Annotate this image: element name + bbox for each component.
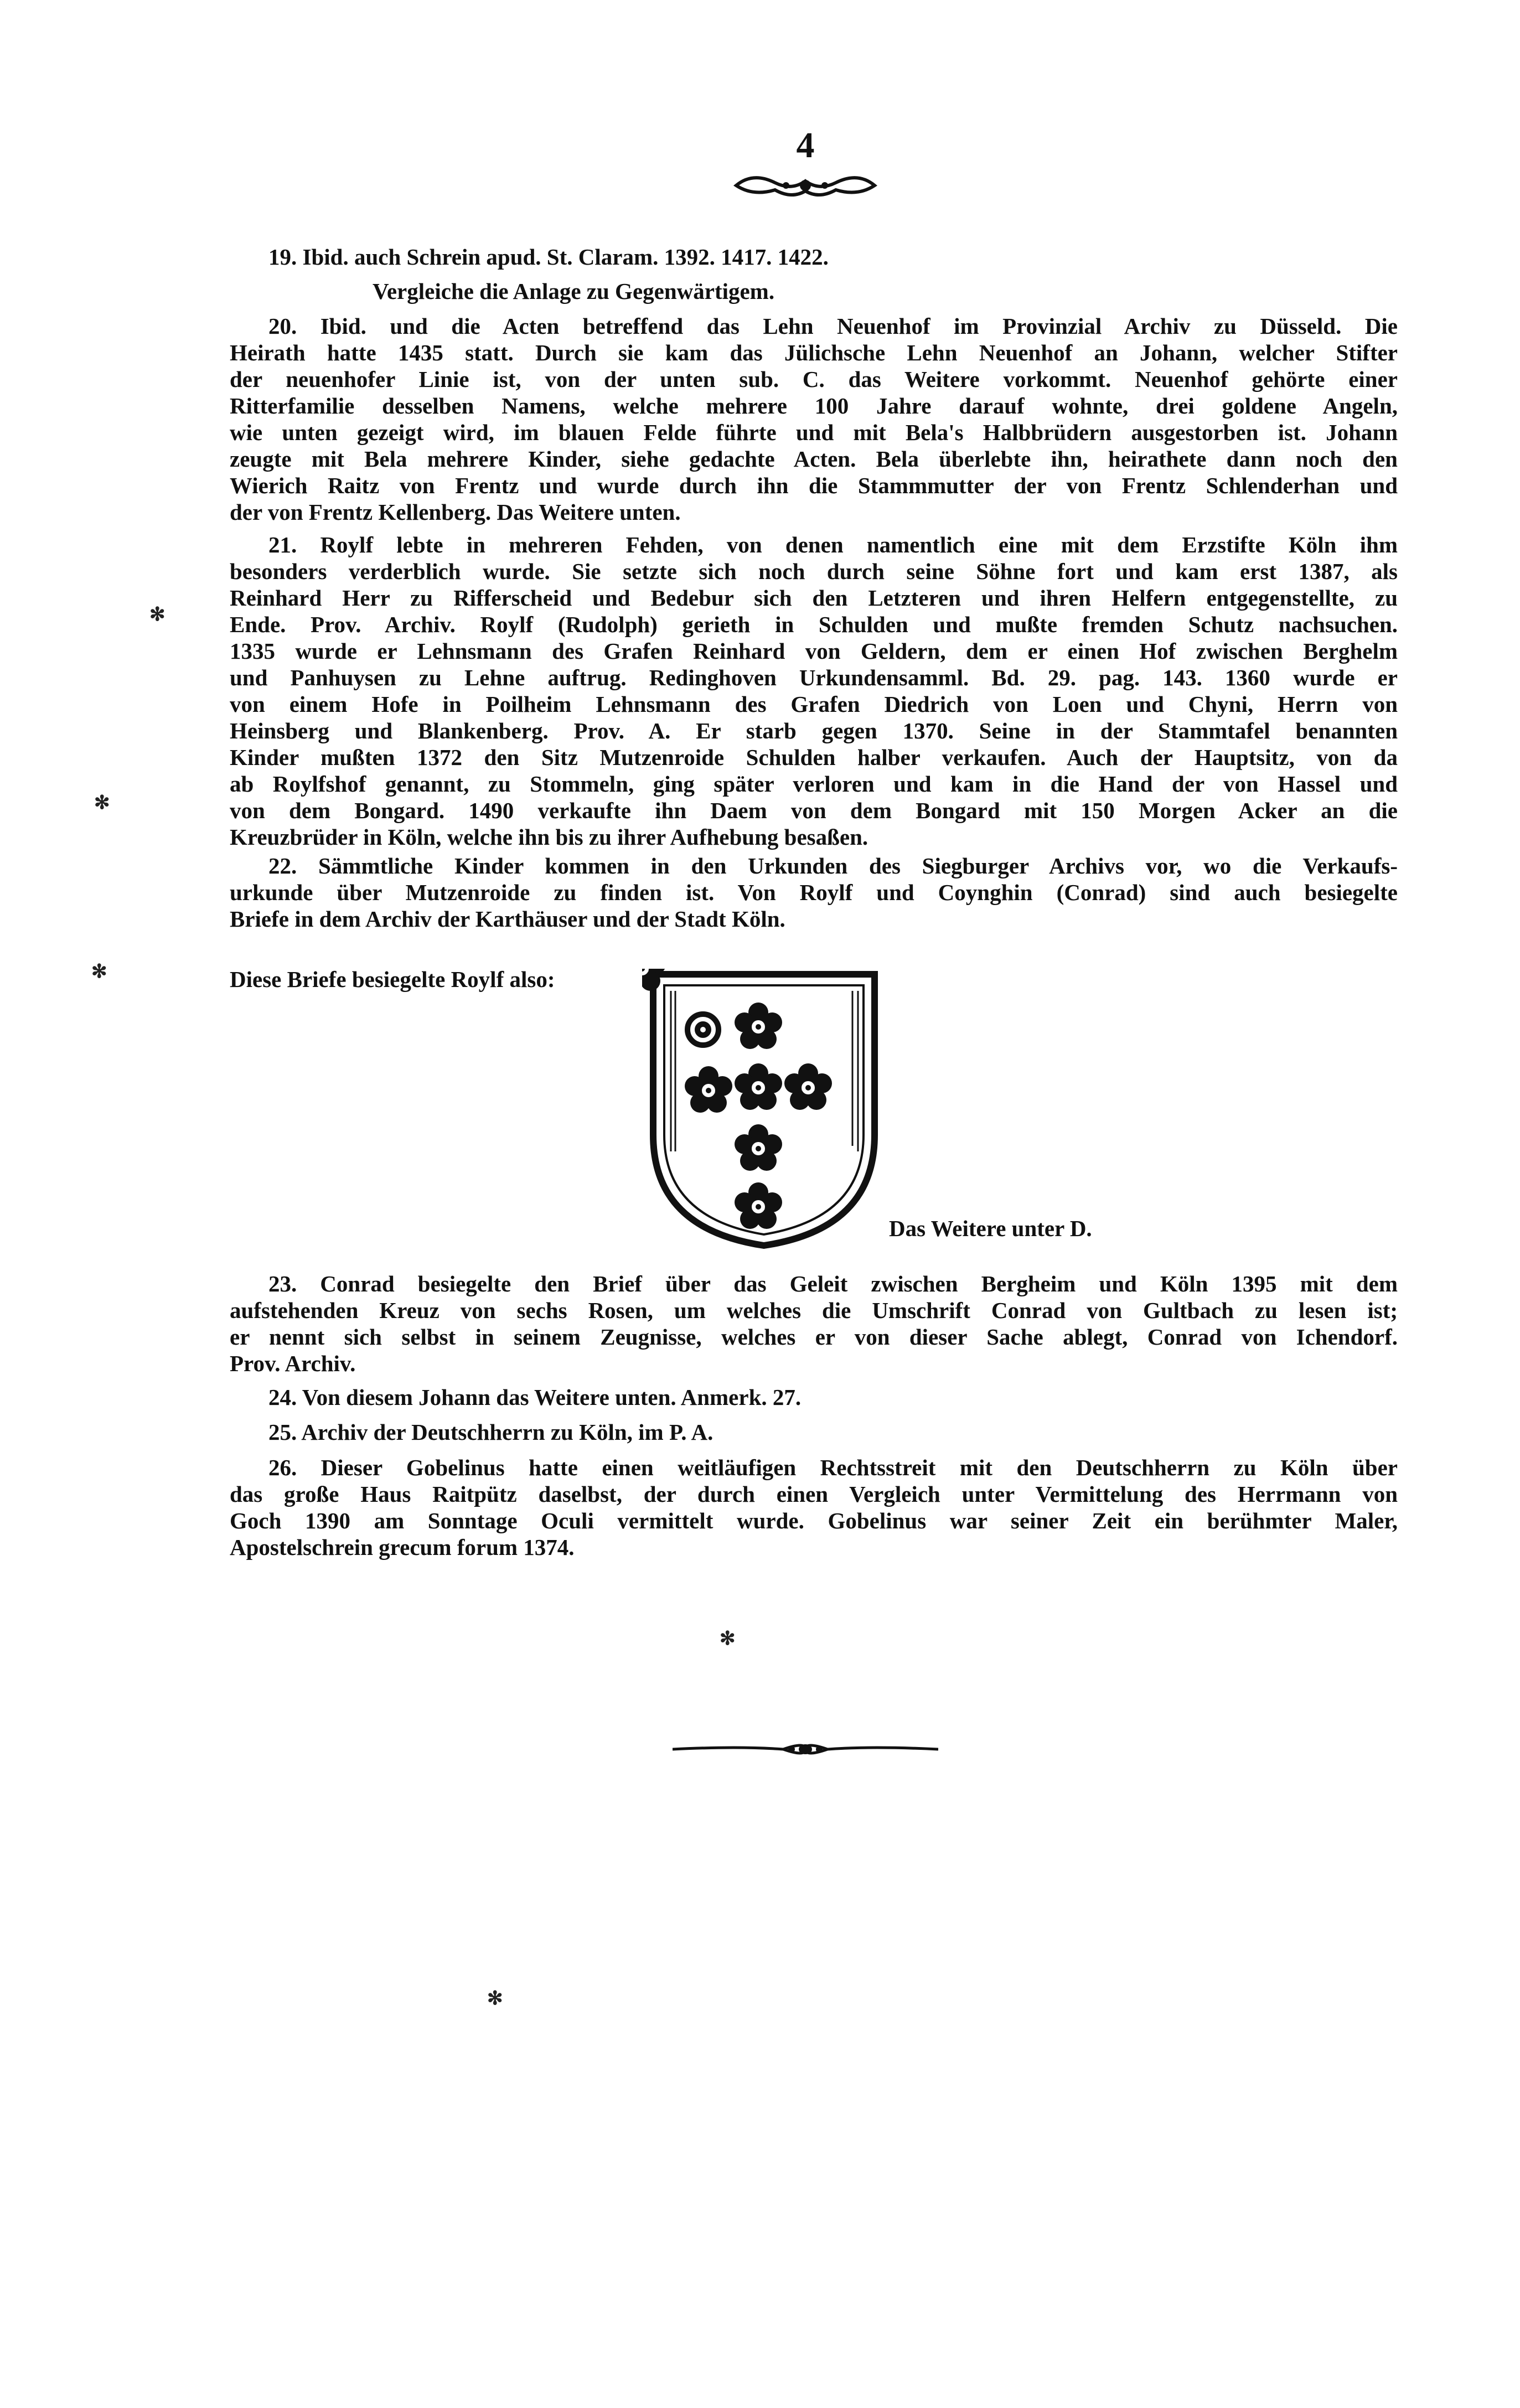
text-line: Wierich Raitz von Frentz und wurde durch ihn die Stammmutter der von Frentz Schlenderhan und (230, 473, 1398, 498)
text-line: Ende. Prov. Archiv. Roylf (Rudolph) gerieth in Schulden und mußte fremden Schutz nachsuchen. (230, 612, 1398, 637)
decorative-speck-icon: ✻ (720, 1629, 736, 1649)
coat-of-arms-shield (642, 969, 886, 1251)
note-19-reference (373, 278, 1369, 304)
text-line: der neuenhofer Linie ist, von der unten sub. C. das Weitere vorkommt. Neuenhof gehörte einer (230, 366, 1398, 392)
text-line: der von Frentz Kellenberg. Das Weitere unten. (230, 499, 681, 525)
text-line: und Panhuysen zu Lehne auftrug. Redinghoven Urkundensamml. Bd. 29. pag. 143. 1360 wurde er (230, 665, 1398, 690)
note-21 (230, 531, 1398, 850)
page-number: 4 (796, 125, 815, 166)
text-line: 20. Ibid. und die Acten betreffend das Lehn Neuenhof im Provinzial Archiv zu Düsseld. Die (268, 313, 1398, 339)
text-line: aufstehenden Kreuz von sechs Rosen, um welches die Umschrift Conrad von Gultbach zu lesen ist; (230, 1298, 1398, 1323)
text-line: Briefe in dem Archiv der Karthäuser und der Stadt Köln. (230, 906, 785, 932)
note-26 (230, 1454, 1398, 1560)
text-line: das große Haus Raitpütz daselbst, der durch einen Vergleich unter Vermittelung des Herrmann von (230, 1481, 1398, 1507)
note-20 (230, 313, 1398, 525)
text-line: 23. Conrad besiegelte den Brief über das Geleit zwischen Bergheim und Köln 1395 mit dem (268, 1271, 1398, 1296)
decorative-speck-icon: ✻ (487, 1988, 503, 2009)
decorative-speck-icon: ✻ (149, 604, 166, 625)
text-line: Vergleiche die Anlage zu Gegenwärtigem. (373, 278, 775, 304)
footer-ornament (673, 1738, 938, 1760)
decorative-speck-icon: ✻ (91, 962, 107, 982)
note-19 (230, 244, 1398, 270)
text-line: 26. Dieser Gobelinus hatte einen weitläufigen Rechtsstreit mit den Deutschherrn zu Köln über (268, 1455, 1398, 1480)
text-line: von einem Hofe in Poilheim Lehnsmann des Grafen Diedrich von Loen und Chyni, Herrn von (230, 691, 1398, 717)
decorative-speck-icon: ✻ (94, 793, 110, 813)
note-23 (230, 1270, 1398, 1377)
text-line: Heinsberg und Blankenberg. Prov. A. Er starb gegen 1370. Seine in der Stammtafel benannten (230, 718, 1398, 743)
text-line: er nennt sich selbst in seinem Zeugnisse, welches er von dieser Sache ablegt, Conrad von Ichendorf. (230, 1324, 1398, 1350)
text-line: Prov. Archiv. (230, 1351, 356, 1376)
note-25 (230, 1419, 1398, 1445)
text-line: 25. Archiv der Deutschherrn zu Köln, im P. A. (268, 1419, 714, 1445)
text-line: Ritterfamilie desselben Namens, welche mehrere 100 Jahre darauf wohnte, drei goldene Angeln, (230, 393, 1398, 418)
text-line: urkunde über Mutzenroide zu finden ist. Von Roylf und Coynghin (Conrad) sind auch besiegelte (230, 880, 1398, 905)
text-line: 19. Ibid. auch Schrein apud. St. Claram. 1392. 1417. 1422. (268, 244, 829, 270)
text-line: Kinder mußten 1372 den Sitz Mutzenroide Schulden halber verkaufen. Auch der Hauptsitz, von da (230, 745, 1398, 770)
text-line: von dem Bongard. 1490 verkaufte ihn Daem von dem Bongard mit 150 Morgen Acker an die (230, 798, 1398, 823)
text-line: ab Roylfshof genannt, zu Stommeln, ging später verloren und kam in die Hand der von Hassel und (230, 771, 1398, 797)
note-22 (230, 852, 1398, 932)
text-line: besonders verderblich wurde. Sie setzte sich noch durch seine Söhne fort und kam erst 1387, als (230, 559, 1398, 584)
seal-caption: Diese Briefe besiegelte Roylf also: (230, 967, 555, 992)
text-line: 24. Von diesem Johann das Weitere unten. Anmerk. 27. (268, 1384, 802, 1410)
text-line: Kreuzbrüder in Köln, welche ihn bis zu ihrer Aufhebung besaßen. (230, 824, 868, 850)
seal-after-text: Das Weitere unter D. (889, 1216, 1092, 1241)
text-line: Heirath hatte 1435 statt. Durch sie kam das Jülichsche Lehn Neuenhof an Johann, welcher Stifter (230, 340, 1398, 365)
header-ornament (731, 169, 880, 202)
text-line: 21. Roylf lebte in mehreren Fehden, von denen namentlich eine mit dem Erzstifte Köln ihm (268, 532, 1398, 557)
text-line: zeugte mit Bela mehrere Kinder, siehe gedachte Acten. Bela überlebte ihn, heirathete dann noch den (230, 446, 1398, 472)
text-line: 22. Sämmtliche Kinder kommen in den Urkunden des Siegburger Archivs vor, wo die Verkaufs- (268, 853, 1398, 879)
text-line: 1335 wurde er Lehnsmann des Grafen Reinhard von Geldern, dem er einen Hof zwischen Berghelm (230, 638, 1398, 664)
text-line: Goch 1390 am Sonntage Oculi vermittelt wurde. Gobelinus war seiner Zeit ein berühmter Maler, (230, 1508, 1398, 1533)
text-line: Apostelschrein grecum forum 1374. (230, 1534, 575, 1560)
text-line: Reinhard Herr zu Rifferscheid und Bedebur sich den Letzteren und ihren Helfern entgegenstellte, zu (230, 585, 1398, 611)
note-24 (230, 1384, 1398, 1410)
text-line: wie unten gezeigt wird, im blauen Felde führte und mit Bela's Halbbrüdern ausgestorben ist. Johann (230, 420, 1398, 445)
